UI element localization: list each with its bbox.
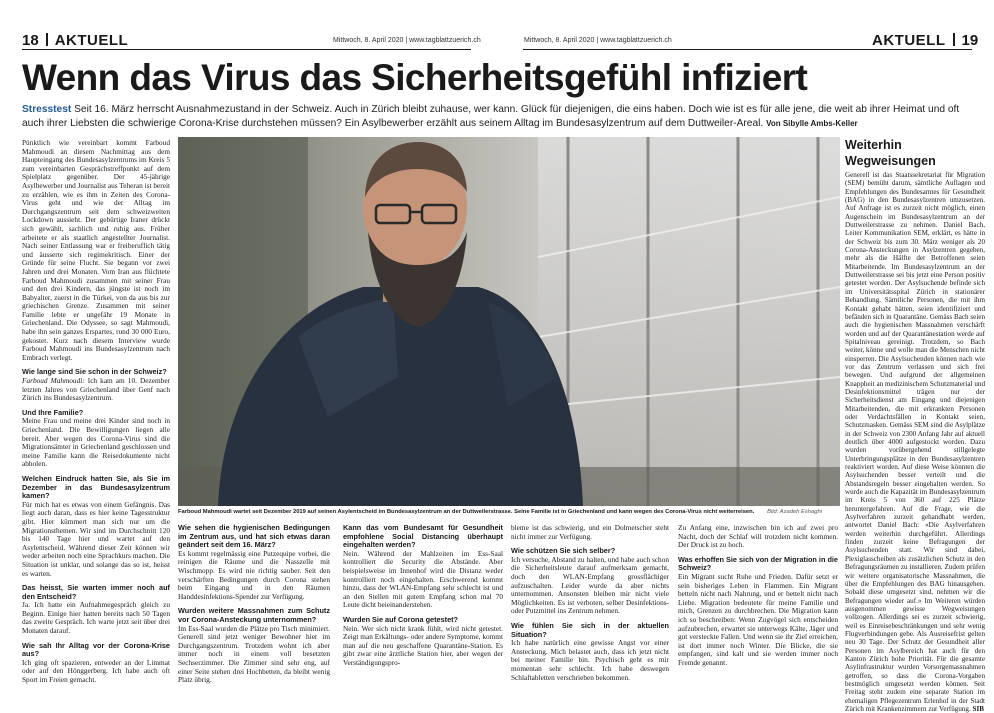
sidebar-body: [845, 171, 985, 713]
photo-caption: Farboud Mahmoudi wartet seit Dezember 2019 auf seinen Asylentscheid im Bundesasylzentrum an der Duttweilerstrasse. Seine Familie ist in Griechenland und kann wegen des Corona-Virus nicht weiterreisen.: [178, 509, 755, 515]
answer: Ich ging oft spazieren, entweder an der Limmat oder auf den Hönggerberg. Ich habe auch oft Sport im Freien gemacht.: [22, 657, 170, 685]
question: Wie sah Ihr Alltag vor der Corona-Krise aus?: [22, 640, 170, 659]
question: Wie sehen die hygienischen Bedingungen im Zentrum aus, und hat sich etwas daran geändert seit dem 16. März?: [178, 523, 330, 550]
answer: Ich versuche, Abstand zu halten, und habe auch schon die Sicherheitsleute darauf aufmerksam gemacht, doch den WLAN-Empfang grossflächiger aufzuschalten. Leider wurde da aber nichts unternommen. Ansonsten bleiben mir nicht viele Möglichkeiten. Es ist verboten, selber Desinfektions- oder Putzmittel ins Zentrum nehmen.: [511, 554, 669, 616]
article-column-2: [178, 524, 330, 686]
left-section-label: AKTUELL: [54, 32, 129, 49]
article-column-1: [22, 139, 170, 685]
question: Was erhoffen Sie sich von der Migration in die Schweiz?: [678, 554, 838, 573]
intro-paragraph: Pünktlich wie vereinbart kommt Farboud Mahmoudi an diesem Nachmittag aus dem Haupteingang des Bundesasylzentrums im Kreis 5 zum vereinbarten Gesprächstreffpunkt auf dem Spielplatz gegenüber. Der 45-jährige Asylbewerber und Journalist aus Teheran ist bereit zu erzählen, wie es ihm in Zeiten des Corona-Virus geht und wie der Alltag im Durchgangszentrum seit dem schweizweiten Lockdown aussieht. Der gebürtige Iraner drückt sich gewählt, sachlich und ruhig aus. Früher arbeitete er als staatlich angestellter Journalist. Nach seiner Entlassung war er freiberuflich tätig und äusserte sich regimekritisch. Einer der Gründe für seine Flucht. Sie begann vor zwei Jahren und drei Monaten. Vom Iran aus flüchtete Farboud Mahmoudi zusammen mit seiner Frau und den drei Kindern, das jüngste ist noch im Babyalter, zuerst in die Türkei, von da aus bis zur griechischen Grenze. Zusammen mit seiner Familie lebte er ungefähr 19 Monate in Griechenland. Die Odyssee, so sagt Mahmoudi, habe ihn sein ganzes Erspartes, rund 30 000 Euro, gekostet. Kurz nach diesem Interview wurde Farboud Mahmoudi ins Bundesasylzentrum nach Embrach verlegt.: [22, 138, 170, 362]
answer: Meine Frau und meine drei Kinder sind noch in Griechenland. Die Bewilligungen liegen alle bereit. Aber wegen des Corona-Virus sind die Migrationsämter in Griechenland geschlossen und meine Familie kann die Reisedokumente nicht abholen.: [22, 416, 170, 469]
left-page-number: 18: [22, 32, 39, 49]
continued-paragraph: bleme ist das schwierig, und ein Dolmetscher steht nicht immer zur Verfügung.: [511, 523, 669, 541]
answer: [22, 377, 170, 403]
sidebar-box: [845, 137, 985, 713]
left-dateline: Mittwoch, 8. April 2020 | www.tagblattzuerich.ch: [333, 37, 481, 44]
answer: Nein. Während der Mahlzeiten im Ess-Saal kontrolliert die Security die Abstände. Aber beispielsweise im Innenhof wird die Distanz weder kontrolliert noch eingehalten. Erschwerend kommt hinzu, dass der WLAN-Empfang sehr schlecht ist und an den Stellen mit gutem Empfang schon mal 70 Leute dicht beieinanderstehen.: [343, 548, 503, 610]
headline: Wenn das Virus das Sicherheitsgefühl infiziert: [22, 57, 808, 98]
question: Und Ihre Familie?: [22, 407, 84, 417]
lead-paragraph: [22, 103, 972, 131]
lead-text: Seit 16. März herrscht Ausnahmezustand in der Schweiz. Auch in Zürich bleibt zuhause, wer kann. Glück für diejenigen, die eins haben. Doch wie ist es für alle jene, die weit ab ihrer Heimat und oft auch ihrer Liebsten die schwierige Corona-Krise durchstehen müssen? Ein Asylbewerber erzählt aus seinem Alltag im Bundesasylzentrum auf dem Duttweiler-Areal.: [22, 104, 960, 129]
article-column-4: [511, 524, 669, 686]
right-section-label: AKTUELL: [872, 32, 946, 49]
answer: Nein. Wer sich nicht krank fühlt, wird nicht getestet. Zeigt man Erkältungs- oder andere Symptome, kommt man auf die neu geschaffene Quarantäne-Station. Es gibt zwar eine ärztliche Station hier, aber wegen der Verständigungspro-: [343, 623, 503, 667]
right-header-rule: [523, 49, 972, 50]
article-photo: [178, 137, 840, 506]
header-divider: [953, 33, 955, 46]
answer: Ich habe natürlich eine gewisse Angst vor einer Ansteckung. Mich belastet auch, dass ich jetzt nicht bei meiner Familie bin. Psychisch geht es mir momentan sehr schlecht. Ich habe deswegen Schlaftabletten verschrieben bekommen.: [511, 638, 669, 682]
portrait-photo-illustration: [178, 137, 840, 506]
answer: Es kommt regelmässig eine Putzequipe vorbei, die reinigen die Räume und die Nasszelle mit Wischmopp. Es wird nie richtig sauber. Seit den verschärften Bedingungen durch Corona stehen beim Eingang und in den Räumen Handdesinfektions-Spender zur Verfügung.: [178, 548, 330, 601]
author-byline: Von Sibylle Ambs-Keller: [766, 119, 858, 128]
answer-text: Ich kam am 10. Dezember letzten Jahres von Griechenland über Genf nach Zürich ins Bundesasylzentrum.: [22, 376, 170, 403]
answer: Ja. Ich hatte ein Aufnahmegespräch gleich zu Beginn. Einige hier hatten bereits nach 50 Tagen das zweite Gespräch. Ich warte jetzt seit über drei Monaten darauf.: [22, 600, 170, 636]
header-divider: [46, 33, 48, 46]
right-dateline: Mittwoch, 8. April 2020 | www.tagblattzuerich.ch: [524, 37, 672, 44]
sidebar-text: [845, 171, 985, 713]
question: Wie lange sind Sie schon in der Schweiz?: [22, 367, 167, 377]
sidebar-paragraph: Generell ist das Staatssekretariat für Migration (SEM) bemüht darum, sämtliche Auflagen und Empfehlungen des Bundesamtes für Gesundheit (BAG) in den Bundesasylzentren umzusetzen. Auf Anfrage ist es zurzeit nicht möglich, einen Augenschein im Bundesasylzentrum an der Duttweilerstrasse zu nehmen. Daniel Bach, Leiter Kommunikation SEM, erklärt, es hätte in der Schweiz bis zum 30. März weniger als 20 Corona-Ansteckungen in Asylzentren gegeben, mehr als die Hälfte der Betroffenen seien Mitarbeitende. Im Bundesasylzentrum an der Duttweilerstrasse sei bis jetzt eine Person positiv getestet worden. Der Asylsuchende befinde sich im Universitätsspital Zürich in stationärer Behandlung. Sämtliche Personen, die mit ihm Kontakt gehabt hätten, seien identifiziert und befänden sich in Quarantäne. Gemäss Bach seien auch die hygienischen Massnahmen verschärft worden und auf der Quarantänestation werde auf Spitalniveau gereinigt. Trotzdem, so Bach weiter, könne und wolle man die Menschen nicht einsperren. Die Asylsuchenden können nach wie vor das Zentrum verlassen und sich frei bewegen. Und aufgrund der allgemeinen Knappheit an medizinischem Schutzmaterial und Desinfektionsmittel trägen nur der Sicherheitsdienst am Eingang und diejenigen Mitarbeitenden, die mit erkrankten Personen oder Verdachtsfällen in Kontakt seien, Schutzmasken. Gemäss SEM sind die Asylplätze in der Schweiz von 2300 Anfang Jahr auf aktuell deutlich über 4000 aufgestockt worden. Dazu wurden vorübergehend stillgelegte Unterbringungsplätze in den Bundesasylzentren reaktiviert worden. Auf diese Weise könnten die Asylsuchenden besser verteilt und die Abstandsregeln besser eingehalten werden. So wurde auch die Kapazität im Bundesasylzentrum im Kreis 5 von 360 auf 225 Plätze heruntergefahren. Auf die Frage, wie die Asylverfahren zurzeit gehandhabt werden, antwortet Daniel Bach: «Die Asylverfahren werden weiterhin durchgeführt. Allerdings finden zurzeit keine Befragungen der Asylsuchenden statt. Wir sind dabei, Plexiglasscheiben als zusätzlichen Schutz in den Befragungsräumen zu installieren. Zudem prüfen wir weitere organisatorische Massnahmen, die über die Empfehlungen des BAG hinausgehen. Sobald diese umgesetzt sind, nehmen wir die Befragungen wieder auf.» Im Weiteren würden ausgenommen gewisse Wegweisungen vollzogen. Allerdings sei es zurzeit schwierig, weil es Einreisebeschränkungen und sehr wenig Flugverbindungen gebe. Als Ausreisefrist gelten neu 30 Tage. Der Schutz der Gesundheit aller Personen im Asylbereich hat auch für den Kanton Zürich hohe Priorität. Für die gesamte Asylinfrastruktur wurden Vorsorgemassnahmen getroffen, so dass die Corona-Vorgaben bestmöglich umgesetzt werden können. Seit Freitag steht zudem eine separate Station im ehemaligen Pflegezentrum Erlenhof in der Stadt Zürich mit Krankenzimmern zur Verfügung.: [845, 171, 985, 713]
question: Kann das vom Bundesamt für Gesundheit empfohlene Social Distancing überhaupt eingehalten werden?: [343, 523, 503, 550]
question: Wie fühlen Sie sich in der aktuellen Situation?: [511, 620, 669, 639]
answer: Im Ess-Saal wurden die Plätze pro Tisch minimiert. Generell sind jetzt weniger Bewohner hier im Durchgangszentrum. Trotzdem wohnt ich aber immer noch in einem voll besetzten Sechserzimmer. Die Zimmer sind sehr eng, auf einer Seite stehen drei Hochbetten, da bleibt wenig Platz übrig.: [178, 623, 330, 685]
photo-caption-row: [178, 508, 840, 516]
article-column-5: [678, 524, 838, 686]
question: Wie schützen Sie sich selber?: [511, 546, 616, 556]
left-header-rule: [22, 49, 471, 50]
continued-paragraph: Zu Anfang eine, inzwischen bin ich auf zwei pro Nacht, doch der Schlaf will trotzdem nicht kommen. Der Druck ist zu hoch.: [678, 523, 838, 550]
sidebar-signature: SIB: [972, 705, 984, 713]
left-page-header: [22, 32, 128, 48]
answer: Ein Migrant sucht Ruhe und Frieden. Dafür setzt er sein bisheriges Leben in Flammen. Ein Migrant betteln nicht nach Nahrung, und er bettelt nicht nach Liebe. Migration bedeutete für meine Familie und mich, Grenzen zu durchbrechen. Die Migration kann ich so beschreiben: Wenn Zugvögel sich entscheiden aufzubrechen, erwartet sie unterwegs Kälte, Jäger und gut versteckte Fallen. Und wenn sie ihr Ziel erreichen, ist dort immer noch Winter. Die Blicke, die sie empfangen, sind kalt und sie werden immer noch Fremde genannt.: [678, 571, 838, 667]
answer: Für mich hat es etwas von einem Gefängnis. Das liegt auch daran, dass es hier keine Tagesstruktur gibt. Hier kümmert man sich nur um die Migrationsthemen. Wir sind im Durchschnitt 120 bis 140 Tage hier und wartet auf den Asylentscheid. Während dieser Zeit können wir weder arbeiten noch eine Sprachkurs machen. Die Situation ist unklar, und solange das so ist, heisst es warten.: [22, 499, 170, 578]
lead-kicker: Stresstest: [22, 104, 72, 115]
question: Wurden weitere Massnahmen zum Schutz vor Corona-Ansteckung unternommen?: [178, 606, 330, 624]
question: Das heisst, Sie warten immer noch auf den Entscheid?: [22, 583, 170, 601]
question: Wurden Sie auf Corona getestet?: [343, 614, 459, 624]
article-column-3: [343, 524, 503, 686]
interviewee-name: Farboud Mahmoudi:: [22, 376, 85, 386]
right-page-number: 19: [961, 32, 979, 49]
question: Welchen Eindruck hatten Sie, als Sie im Dezember in das Bundesasylzentrum kamen?: [22, 473, 170, 501]
sidebar-title: Weiterhin Wegweisungen: [845, 138, 936, 168]
photo-credit: Bild: Azadeh Eshaghi: [767, 509, 822, 515]
right-page-header: [872, 32, 978, 48]
